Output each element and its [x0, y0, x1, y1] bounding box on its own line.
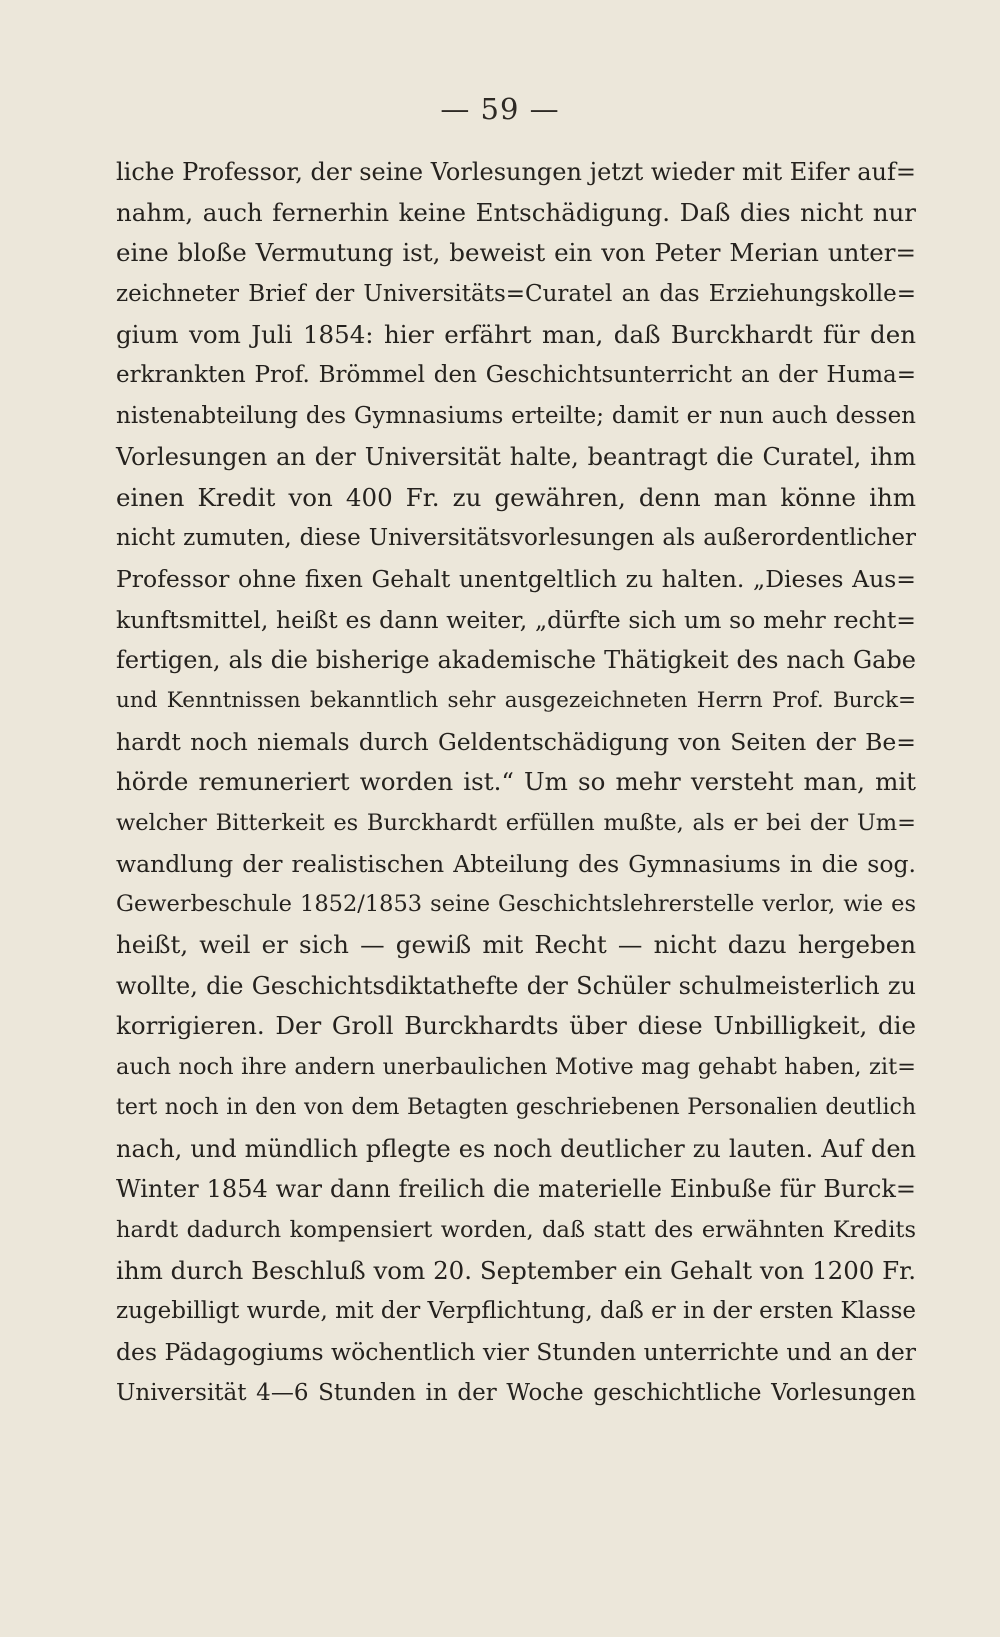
text-line: wollte, die Geschichtsdiktathefte der Schüler schulmeisterlich zu [116, 971, 916, 1000]
text-line: welcher Bitterkeit es Burckhardt erfüllen mußte, als er bei der Um= [116, 810, 916, 836]
text-line: Gewerbeschule 1852/1853 seine Geschichtslehrerstelle verlor, wie es [116, 891, 916, 918]
text-line: nahm, auch fernerhin keine Entschädigung. Daß dies nicht nur [116, 197, 916, 227]
page-number: — 59 — [440, 92, 560, 126]
text-line: korrigieren. Der Groll Burckhardts über diese Unbilligkeit, die [116, 1011, 916, 1041]
text-line: gium vom Juli 1854: hier erfährt man, daß Burckhardt für den [116, 319, 916, 349]
text-line: wandlung der realistischen Abteilung des Gymnasiums in die sog. [116, 849, 916, 878]
text-line: nicht zumuten, diese Universitätsvorlesungen als außerordentlicher [116, 525, 916, 552]
text-line: Universität 4—6 Stunden in der Woche geschichtliche Vorlesungen [116, 1379, 916, 1406]
text-line: nach, und mündlich pflegte es noch deutlicher zu lauten. Auf den [116, 1134, 916, 1163]
text-line: tert noch in den von dem Betagten geschriebenen Personalien deutlich [116, 1094, 916, 1120]
text-line: zugebilligt wurde, mit der Verpflichtung, daß er in der ersten Klasse [116, 1298, 916, 1325]
text-line: hardt noch niemals durch Geldentschädigung von Seiten der Be= [116, 727, 916, 756]
text-line: hardt dadurch kompensiert worden, daß statt des erwähnten Kredits [116, 1216, 916, 1243]
text-line: Professor ohne fixen Gehalt unentgeltlich zu halten. „Dieses Aus= [116, 564, 916, 593]
text-line: nistenabteilung des Gymnasiums erteilte; damit er nun auch dessen [116, 403, 916, 430]
text-line: einen Kredit von 400 Fr. zu gewähren, denn man könne ihm [116, 482, 916, 512]
text-line: auch noch ihre andern unerbaulichen Motive mag gehabt haben, zit= [116, 1054, 916, 1081]
text-line: heißt, weil er sich — gewiß mit Recht — nicht dazu hergeben [116, 930, 916, 960]
text-line: ihm durch Beschluß vom 20. September ein Gehalt von 1200 Fr. [116, 1255, 916, 1285]
text-line: hörde remuneriert worden ist.“ Um so mehr versteht man, mit [116, 767, 916, 797]
text-line: des Pädagogiums wöchentlich vier Stunden unterrichte und an der [116, 1337, 916, 1366]
text-line: erkrankten Prof. Brömmel den Geschichtsunterricht an der Huma= [116, 362, 916, 389]
page-text-body [116, 152, 916, 1413]
text-line: eine bloße Vermutung ist, beweist ein von Peter Merian unter= [116, 238, 916, 268]
text-line: kunftsmittel, heißt es dann weiter, „dürfte sich um so mehr recht= [116, 605, 916, 634]
text-line: zeichneter Brief der Universitäts=Curatel an das Erziehungskolle= [116, 281, 916, 308]
text-line: liche Professor, der seine Vorlesungen jetzt wieder mit Eifer auf= [116, 158, 916, 186]
text-line: Winter 1854 war dann freilich die materielle Einbuße für Burck= [116, 1175, 916, 1204]
text-line: fertigen, als die bisherige akademische Thätigkeit des nach Gabe [116, 646, 916, 675]
text-line: und Kenntnissen bekanntlich sehr ausgezeichneten Herrn Prof. Burck= [116, 687, 916, 713]
text-line: Vorlesungen an der Universität halte, beantragt die Curatel, ihm [116, 442, 916, 471]
